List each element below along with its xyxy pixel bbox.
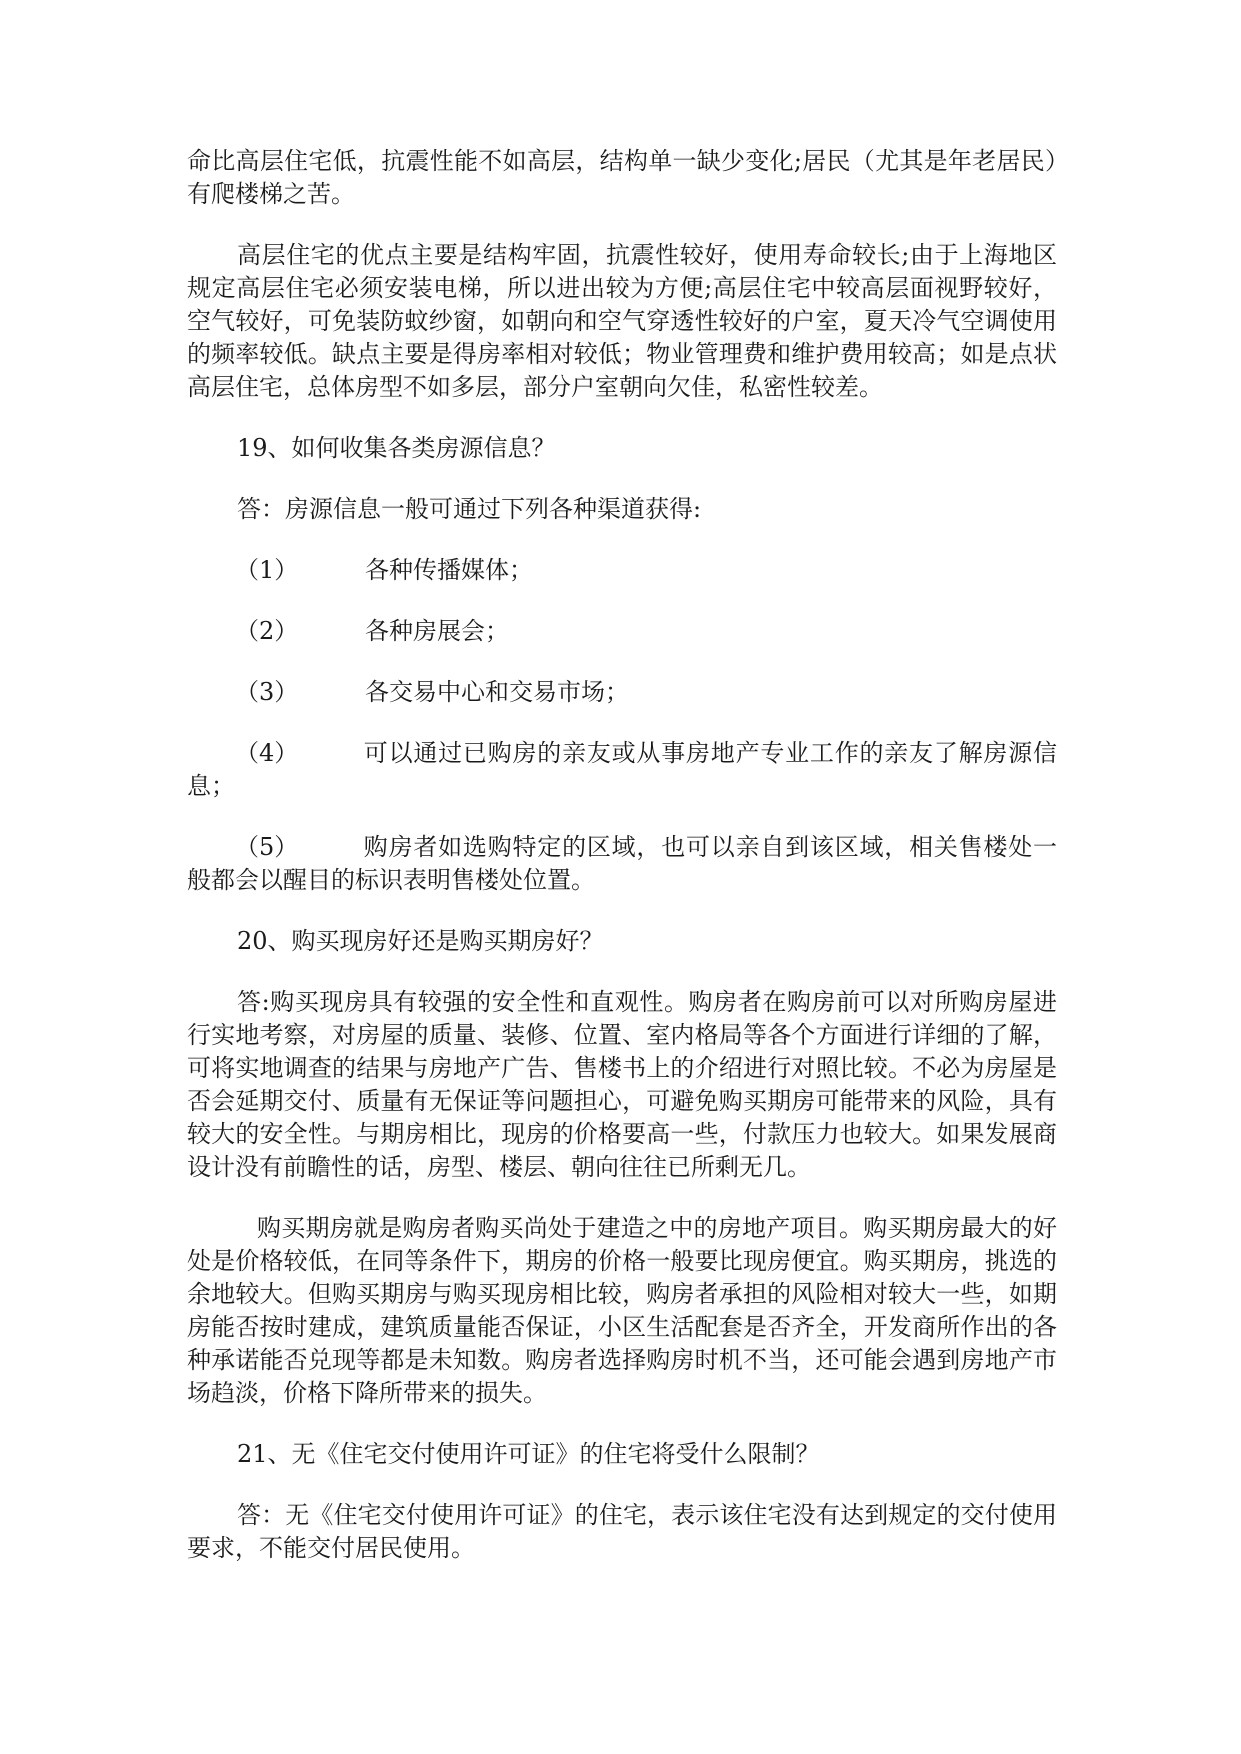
document-body [187,145,1057,1593]
list-item-3 [187,676,1057,709]
list-item-text: 购房者如选购特定的区域，也可以亲自到该区域，相关售楼处一般都会以醒目的标识表明售楼处位置。 [187,833,1057,894]
list-item-2 [187,615,1057,648]
list-item-number: （4） [235,739,299,767]
list-item-text: 各种传播媒体； [365,556,533,584]
list-item-text: 各种房展会； [365,617,509,645]
answer-20-continued: 购买期房就是购房者购买尚处于建造之中的房地产项目。购买期房最大的好处是价格较低，在同等条件下，期房的价格一般要比现房便宜。购买期房，挑选的余地较大。但购买期房与购买现房相比较，购房者承担的风险相对较大一些，如期房能否按时建成，建筑质量能否保证，小区生活配套是否齐全，开发商所作出的各种承诺能否兑现等都是未知数。购房者选择购房时机不当，还可能会遇到房地产市场趋淡，价格下降所带来的损失。 [187,1214,1057,1407]
list-item-1 [187,554,1057,587]
list-item-text: 各交易中心和交易市场； [365,678,629,706]
list-item-text: 可以通过已购房的亲友或从事房地产专业工作的亲友了解房源信息； [187,739,1057,800]
question-19: 19、如何收集各类房源信息？ [237,434,556,462]
paragraph-continuation: 命比高层住宅低，抗震性能不如高层，结构单一缺少变化;居民（尤其是年老居民）有爬楼梯之苦。 [187,147,1057,208]
list-item-number: （2） [235,617,299,645]
answer-19-intro: 答：房源信息一般可通过下列各种渠道获得: [237,495,702,523]
answer-20: 答:购买现房具有较强的安全性和直观性。购房者在购房前可以对所购房屋进行实地考察，对房屋的质量、装修、位置、室内格局等各个方面进行详细的了解，可将实地调查的结果与房地产广告、售楼书上的介绍进行对照比较。不必为房屋是否会延期交付、质量有无保证等问题担心，可避免购买期房可能带来的风险，具有较大的安全性。与期房相比，现房的价格要高一些，付款压力也较大。如果发展商设计没有前瞻性的话，房型、楼层、朝向往往已所剩无几。 [187,988,1057,1181]
question-20: 20、购买现房好还是购买期房好？ [237,927,604,955]
list-item-number: （3） [235,678,299,706]
list-item-number: （5） [235,833,299,861]
list-item-5 [187,831,1057,897]
list-item-4 [187,737,1057,803]
answer-21: 答：无《住宅交付使用许可证》的住宅，表示该住宅没有达到规定的交付使用要求，不能交付居民使用。 [187,1501,1057,1562]
list-item-number: （1） [235,556,299,584]
question-21: 21、无《住宅交付使用许可证》的住宅将受什么限制？ [237,1440,820,1468]
paragraph-high-rise: 高层住宅的优点主要是结构牢固，抗震性较好，使用寿命较长;由于上海地区规定高层住宅必须安装电梯，所以进出较为方便;高层住宅中较高层面视野较好，空气较好，可免装防蚊纱窗，如朝向和空气穿透性较好的户室，夏天冷气空调使用的频率较低。缺点主要是得房率相对较低；物业管理费和维护费用较高；如是点状高层住宅，总体房型不如多层，部分户室朝向欠佳，私密性较差。 [187,241,1057,401]
